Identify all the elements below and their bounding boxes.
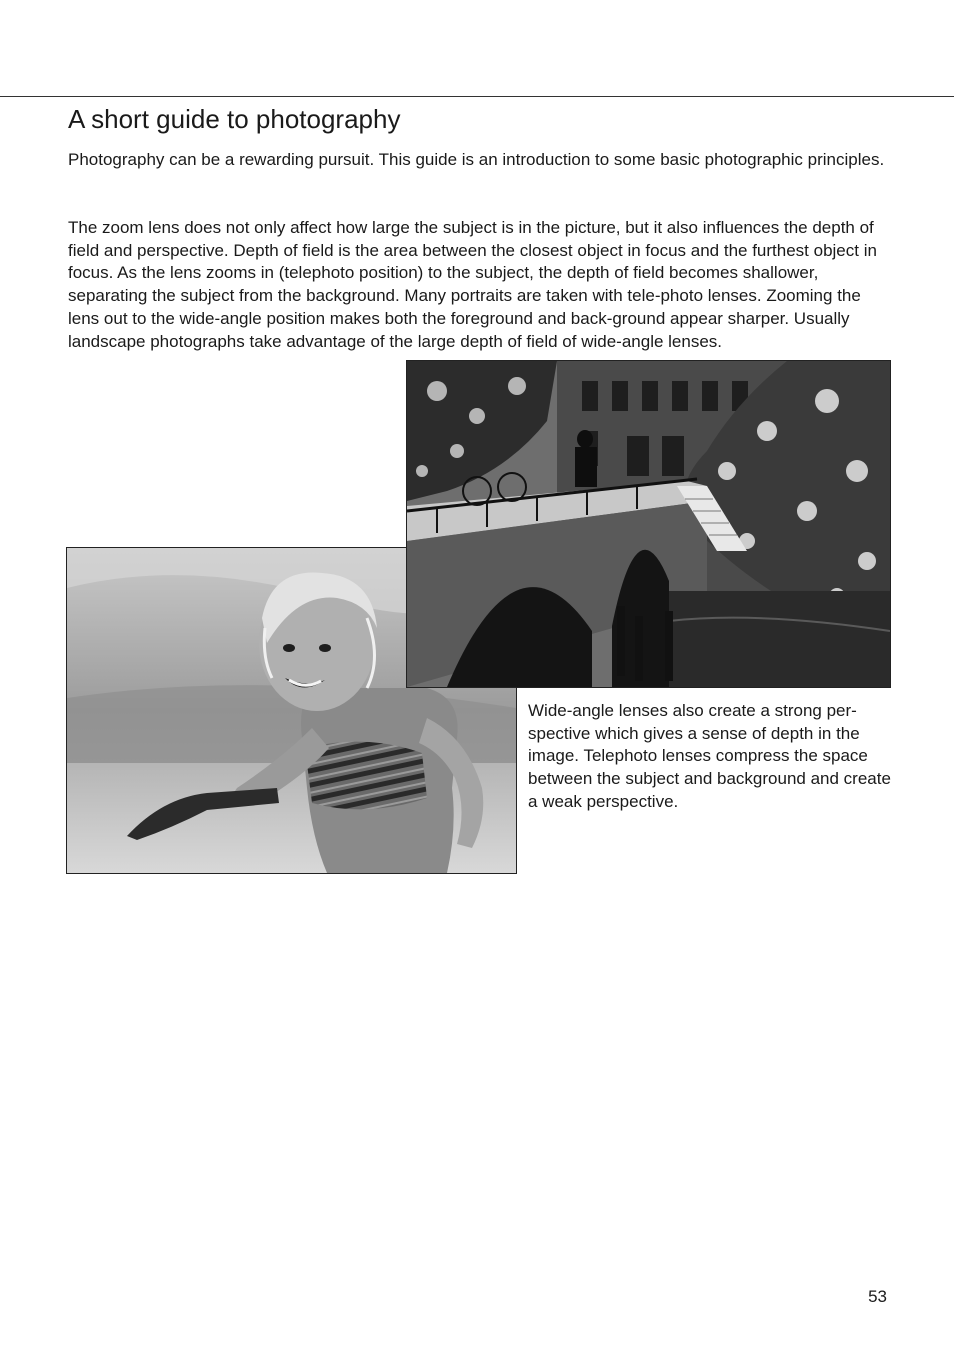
caption-paragraph: Wide-angle lenses also create a strong per-spective which gives a sense of depth in the image. Telephoto lenses compress the space between the subject and background and create a weak perspective. (528, 701, 891, 811)
page-number: 53 (868, 1287, 887, 1306)
page-title: A short guide to photography (68, 104, 401, 134)
canal-bridge-photo (406, 360, 891, 688)
header-rule (0, 96, 954, 97)
intro-paragraph: Photography can be a rewarding pursuit. This guide is an introduction to some basic photographic principles. (68, 150, 885, 169)
body-paragraph: The zoom lens does not only affect how large the subject is in the picture, but it also influences the depth of field and perspective. Depth of field is the area between the closest object in focus and the furthest object in focus. As the lens zooms in (telephoto position) to the subject, the depth of field becomes shallower, separating the subject from the background. Many portraits are taken with tele-photo lenses. Zooming the lens out to the wide-angle position makes both the foreground and back-ground appear sharper. Usually landscape photographs take advantage of the large depth of field of wide-angle lenses. (68, 218, 877, 351)
